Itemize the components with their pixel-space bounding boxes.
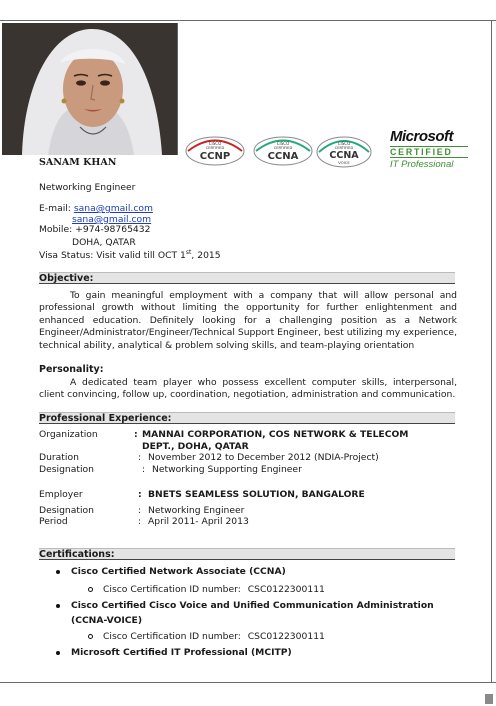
- bullet-ring-icon: [88, 587, 93, 592]
- objective-text: To gain meaningful employment with a company that will allow personal and professional growth without limiting the opportunity for further enlightenment and enhanced education. Definitely looking for a challenging position as a Network Engineer/Administrator/Engineer/Technical Support Engineer, best utilizing my experience, technical ability, analytical & problem solving skills, and team-playing orientation: [39, 290, 457, 351]
- badge-3-top: CISCO: [337, 141, 351, 146]
- personality-text: A dedicated team player who possess excellent computer skills, interpersonal, client convincing, follow up, coordination, negotiation, administration and communication.: [39, 377, 457, 401]
- period-value: April 2011- April 2013: [148, 516, 249, 527]
- badge-1-top: CISCO: [208, 141, 222, 146]
- cisco-badge-icon: [316, 136, 372, 168]
- org-label: Organization: [39, 429, 98, 440]
- visa-sup: st: [185, 249, 192, 256]
- ms-it-professional: IT Professional: [390, 159, 454, 170]
- cert-1-id: [103, 584, 325, 595]
- badge-2-mid: CERTIFIED: [273, 146, 293, 150]
- bullet-disc-icon: [56, 570, 60, 574]
- profile-photo-illustration: [2, 23, 177, 155]
- badge-3-mid: CERTIFIED: [334, 146, 354, 150]
- candidate-name: SANAM KHAN: [39, 157, 117, 168]
- page-right-rule: [491, 20, 492, 683]
- cert-2-id-value: CSC0122300111: [247, 631, 325, 642]
- cert-2-title-2: (CCNA-VOICE): [71, 615, 143, 626]
- designation-colon: :: [142, 464, 146, 475]
- badge-3-sub: VOICE: [338, 160, 350, 165]
- visa-text: Visa Status: Visit valid till OCT 1: [39, 250, 186, 262]
- employer-colon: :: [138, 489, 142, 500]
- cert-2-id: [103, 631, 325, 642]
- duration-value: November 2012 to December 2012 (NDIA-Project): [148, 452, 379, 463]
- ccna-badge: [253, 136, 313, 169]
- bullet-disc-icon: [56, 651, 60, 655]
- designation-label: Designation: [39, 464, 94, 475]
- objective-heading: Objective:: [39, 272, 455, 284]
- org-value-2: DEPT., DOHA, QATAR: [142, 441, 249, 452]
- designation2-value: Networking Engineer: [148, 505, 245, 516]
- email-link-1[interactable]: sana@gmail.com: [73, 203, 153, 214]
- email-label: E-mail:: [39, 203, 71, 214]
- org-value-1: MANNAI CORPORATION, COS NETWORK & TELECOM: [142, 429, 409, 440]
- job-title: Networking Engineer: [39, 182, 136, 193]
- visa-year: , 2015: [191, 250, 221, 262]
- badge-3-main: CCNA: [329, 150, 359, 161]
- ccna-voice-badge: [316, 136, 372, 171]
- duration-colon: :: [138, 452, 142, 463]
- ccnp-badge: [185, 136, 245, 169]
- cert-1-title: Cisco Certified Network Associate (CCNA): [71, 566, 286, 577]
- bullet-disc-icon: [56, 604, 60, 608]
- mobile-row: [39, 224, 150, 235]
- email-row: [39, 203, 153, 214]
- mobile-label: Mobile:: [39, 224, 73, 235]
- cert-2-title: Cisco Certified Cisco Voice and Unified Communication Administration: [71, 600, 434, 611]
- designation-value: Networking Supporting Engineer: [152, 464, 302, 475]
- location: DOHA, QATAR: [72, 237, 136, 248]
- microsoft-certified-logo: [390, 128, 468, 170]
- ms-wordmark: Microsoft: [390, 128, 453, 145]
- cert-2-id-label: Cisco Certification ID number:: [103, 631, 241, 642]
- period-label: Period: [39, 516, 68, 527]
- badge-2-main: CCNA: [267, 151, 299, 162]
- certifications-heading: Certifications:: [39, 548, 455, 560]
- email-link-2[interactable]: sana@gmail.com: [72, 214, 152, 225]
- cert-1-id-value: CSC0122300111: [247, 584, 325, 595]
- badge-1-mid: CERTIFIED: [205, 146, 225, 150]
- scrollbar-corner[interactable]: [485, 694, 493, 704]
- org-colon: :: [134, 429, 138, 440]
- experience-heading: Professional Experience:: [39, 412, 455, 424]
- bullet-ring-icon: [88, 634, 93, 639]
- profile-photo: [2, 23, 178, 155]
- employer-label: Employer: [39, 489, 83, 500]
- personality-heading: Personality:: [39, 364, 104, 375]
- cisco-badge-icon: [253, 136, 313, 166]
- ms-certified: CERTIFIED: [390, 146, 468, 158]
- designation2-label: Designation: [39, 505, 94, 516]
- cert-3-title: Microsoft Certified IT Professional (MCITP): [71, 647, 292, 658]
- duration-label: Duration: [39, 452, 79, 463]
- employer-value: BNETS SEAMLESS SOLUTION, BANGALORE: [148, 489, 365, 500]
- badge-1-main: CCNP: [199, 151, 231, 162]
- cert-1-id-label: Cisco Certification ID number:: [103, 584, 241, 595]
- mobile-value: +974-98765432: [75, 224, 151, 235]
- visa-status: [39, 249, 221, 261]
- badge-2-top: CISCO: [276, 141, 290, 146]
- period-colon: :: [138, 516, 142, 527]
- designation2-colon: :: [138, 505, 142, 516]
- cisco-badge-icon: [185, 136, 245, 166]
